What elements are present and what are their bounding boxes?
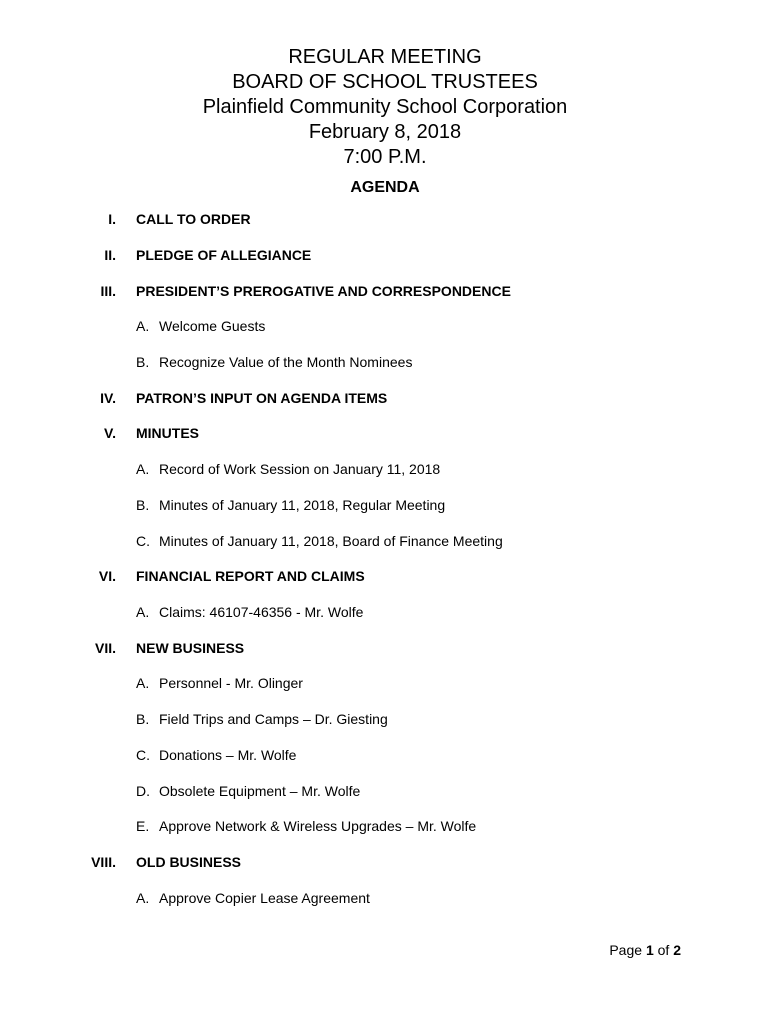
current-page-number: 1 [645,942,654,958]
section-title: PATRON’S INPUT ON AGENDA ITEMS [136,390,388,406]
section-title: PRESIDENT’S PREROGATIVE AND CORRESPONDENCE [136,283,511,299]
section-title: NEW BUSINESS [136,640,245,656]
subitem-text: Welcome Guests [159,318,266,334]
subitem-letter: A. [136,461,150,477]
subitem-text: Approve Network & Wireless Upgrades – Mr. Wolfe [159,818,477,834]
agenda-title: AGENDA [350,179,420,196]
subitem-letter: B. [136,354,150,370]
section-title: PLEDGE OF ALLEGIANCE [136,247,312,263]
section-title: FINANCIAL REPORT AND CLAIMS [136,568,365,584]
subitem-letter: B. [136,497,150,513]
subitem-letter: E. [136,818,150,834]
subitem-text: Recognize Value of the Month Nominees [159,354,413,370]
page-number [0,940,681,960]
section-numeral: I. [108,211,116,227]
subitem-letter: A. [136,318,150,334]
subitem-letter: C. [136,747,150,763]
section-numeral: VIII. [91,854,116,870]
subitem-letter: D. [136,783,150,799]
section-numeral: V. [104,425,116,441]
section-numeral: IV. [100,390,116,406]
section-title: OLD BUSINESS [136,854,242,870]
subitem-text: Personnel - Mr. Olinger [159,675,303,691]
meeting-time-heading: 7:00 P.M. [343,146,427,168]
section-numeral: II. [104,247,116,263]
page-word: Page [609,942,643,958]
subitem-letter: A. [136,675,150,691]
subitem-letter: C. [136,533,150,549]
subitem-text: Record of Work Session on January 11, 2018 [159,461,441,477]
subitem-text: Minutes of January 11, 2018, Board of Finance Meeting [159,533,503,549]
subitem-text: Donations – Mr. Wolfe [159,747,297,763]
section-numeral: III. [100,283,116,299]
section-numeral: VII. [94,640,116,656]
section-title: CALL TO ORDER [136,211,251,227]
subitem-letter: A. [136,890,150,906]
section-title: MINUTES [136,425,199,441]
board-name-heading: BOARD OF SCHOOL TRUSTEES [232,71,538,93]
subitem-text: Claims: 46107-46356 - Mr. Wolfe [159,604,364,620]
subitem-text: Minutes of January 11, 2018, Regular Meeting [159,497,446,513]
corporation-name-heading: Plainfield Community School Corporation [202,96,568,118]
document-header [0,45,770,170]
subitem-text: Field Trips and Camps – Dr. Giesting [159,711,388,727]
subitem-letter: B. [136,711,150,727]
of-word: of [657,942,670,958]
subitem-letter: A. [136,604,150,620]
subitem-text: Approve Copier Lease Agreement [159,890,370,906]
meeting-date-heading: February 8, 2018 [308,121,462,143]
section-numeral: VI. [98,568,116,584]
total-pages-number: 2 [673,942,681,958]
subitem-text: Obsolete Equipment – Mr. Wolfe [159,783,361,799]
meeting-type-heading: REGULAR MEETING [288,46,482,68]
